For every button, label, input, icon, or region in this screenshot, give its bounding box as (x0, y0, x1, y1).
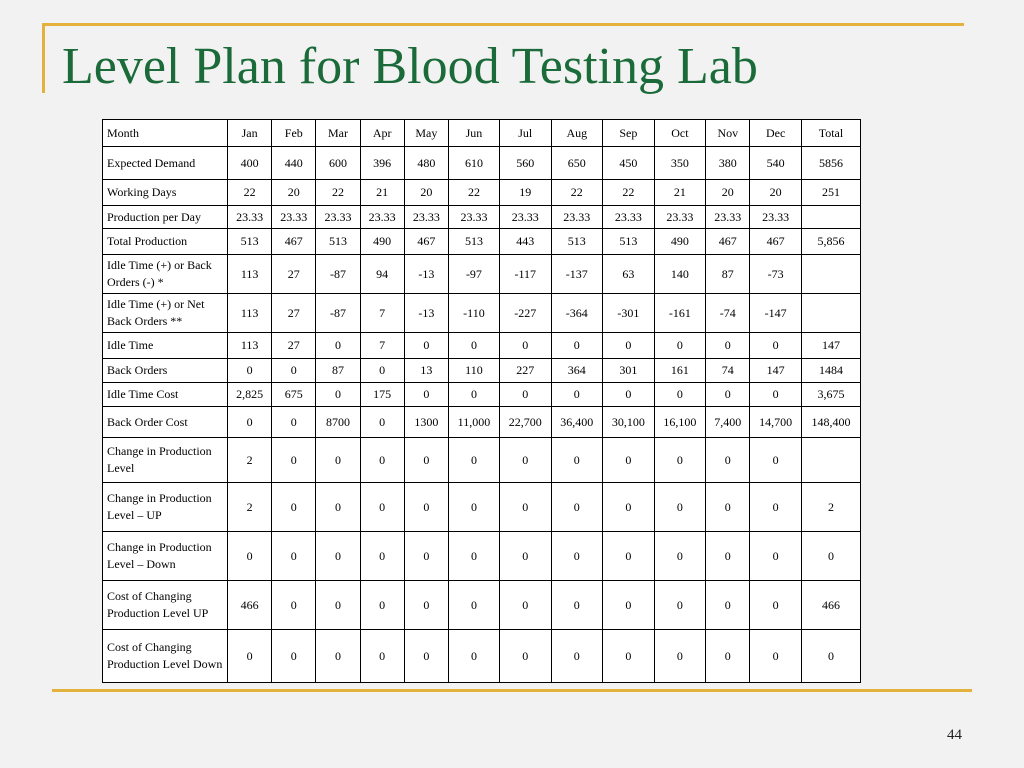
table-cell: 513 (603, 229, 655, 255)
row-label: Change in Production Level – UP (103, 483, 228, 532)
table-cell: 140 (654, 255, 706, 294)
table-cell: 467 (750, 229, 802, 255)
table-cell: 23.33 (448, 206, 499, 229)
table-cell: 0 (360, 581, 404, 630)
table-cell: Mar (316, 120, 360, 147)
table-row (103, 532, 861, 581)
table-cell: 110 (448, 359, 499, 383)
page-number: 44 (947, 727, 962, 743)
table-cell: 0 (499, 581, 551, 630)
table-cell: 23.33 (603, 206, 655, 229)
table-cell: 23.33 (706, 206, 750, 229)
table-cell: 513 (316, 229, 360, 255)
table-cell: May (404, 120, 448, 147)
row-label: Idle Time (+) or Back Orders (-) * (103, 255, 228, 294)
table-cell (801, 206, 860, 229)
table-cell: 467 (404, 229, 448, 255)
table-cell: 23.33 (499, 206, 551, 229)
table-cell: 0 (654, 333, 706, 359)
table-cell: 20 (272, 180, 316, 206)
table-cell: 0 (448, 383, 499, 407)
table-cell: 0 (654, 383, 706, 407)
table-cell: 23.33 (750, 206, 802, 229)
table-cell: 0 (499, 483, 551, 532)
table-cell: 0 (603, 581, 655, 630)
table-cell: 0 (228, 630, 272, 683)
table-cell: 0 (750, 581, 802, 630)
row-label: Cost of Changing Production Level Down (103, 630, 228, 683)
table-cell: 301 (603, 359, 655, 383)
table-cell: 16,100 (654, 407, 706, 438)
table-row (103, 229, 861, 255)
table-cell: 0 (603, 532, 655, 581)
table-cell: 0 (404, 630, 448, 683)
table-cell: 22 (603, 180, 655, 206)
table-cell: 36,400 (551, 407, 603, 438)
table-cell: 0 (448, 438, 499, 483)
table-cell: 490 (360, 229, 404, 255)
table-cell: 0 (448, 532, 499, 581)
table-cell (801, 255, 860, 294)
row-label: Back Orders (103, 359, 228, 383)
table-row (103, 206, 861, 229)
table-cell: 0 (404, 438, 448, 483)
table-cell: 0 (551, 581, 603, 630)
table-cell: 20 (750, 180, 802, 206)
table-cell: -364 (551, 294, 603, 333)
table-row (103, 147, 861, 180)
table-cell: 0 (448, 581, 499, 630)
table-row (103, 581, 861, 630)
table-cell: 467 (272, 229, 316, 255)
table-cell: 2 (228, 438, 272, 483)
table-cell: 0 (603, 383, 655, 407)
table-cell: 350 (654, 147, 706, 180)
row-label: Total Production (103, 229, 228, 255)
table-cell: 5856 (801, 147, 860, 180)
table-cell: 11,000 (448, 407, 499, 438)
table-cell: 0 (750, 438, 802, 483)
table-cell: 113 (228, 255, 272, 294)
table-row (103, 359, 861, 383)
table-cell: 87 (706, 255, 750, 294)
table-cell: 0 (316, 630, 360, 683)
table-cell: 0 (551, 333, 603, 359)
table-cell: 0 (448, 333, 499, 359)
table-cell: 23.33 (404, 206, 448, 229)
table-cell: Nov (706, 120, 750, 147)
table-cell: 0 (654, 532, 706, 581)
table-cell: -87 (316, 255, 360, 294)
table-cell: 74 (706, 359, 750, 383)
table-cell: 540 (750, 147, 802, 180)
table-cell: 0 (272, 581, 316, 630)
table-cell: 0 (360, 438, 404, 483)
table-cell: 21 (654, 180, 706, 206)
table-row (103, 383, 861, 407)
table-cell: 0 (404, 333, 448, 359)
table-cell: Oct (654, 120, 706, 147)
table-cell: 0 (551, 383, 603, 407)
table-cell: 94 (360, 255, 404, 294)
table-cell: 0 (551, 483, 603, 532)
level-plan-table (102, 119, 861, 683)
table-cell: 87 (316, 359, 360, 383)
table-cell: Dec (750, 120, 802, 147)
table-row (103, 333, 861, 359)
table-cell: 0 (272, 532, 316, 581)
table-cell: 490 (654, 229, 706, 255)
table-cell: 364 (551, 359, 603, 383)
table-cell: 0 (706, 333, 750, 359)
table-cell: 63 (603, 255, 655, 294)
table-cell: 0 (603, 483, 655, 532)
table-cell: 148,400 (801, 407, 860, 438)
table-cell: 23.33 (654, 206, 706, 229)
table-cell: 2,825 (228, 383, 272, 407)
table-cell: 22,700 (499, 407, 551, 438)
table-cell: Jul (499, 120, 551, 147)
table-cell: 22 (448, 180, 499, 206)
table-cell: 513 (448, 229, 499, 255)
row-label: Idle Time (+) or Net Back Orders ** (103, 294, 228, 333)
table-cell: 13 (404, 359, 448, 383)
table-cell: 466 (801, 581, 860, 630)
table-cell: 0 (448, 483, 499, 532)
table-cell: 0 (272, 407, 316, 438)
table-cell: 23.33 (228, 206, 272, 229)
table-cell: Jan (228, 120, 272, 147)
table-cell: Apr (360, 120, 404, 147)
table-cell: 14,700 (750, 407, 802, 438)
table-cell: -73 (750, 255, 802, 294)
table-cell: 0 (316, 383, 360, 407)
table-cell: 0 (360, 359, 404, 383)
row-label: Back Order Cost (103, 407, 228, 438)
table-cell: 27 (272, 294, 316, 333)
table-cell: 480 (404, 147, 448, 180)
table-cell: 21 (360, 180, 404, 206)
table-cell: Sep (603, 120, 655, 147)
table-cell: 22 (228, 180, 272, 206)
table-cell: Aug (551, 120, 603, 147)
table-cell: 0 (316, 581, 360, 630)
table-cell: 610 (448, 147, 499, 180)
top-accent-rule (42, 23, 964, 26)
row-label: Cost of Changing Production Level UP (103, 581, 228, 630)
table-cell: 1484 (801, 359, 860, 383)
table-cell: 0 (316, 438, 360, 483)
table-cell: 600 (316, 147, 360, 180)
table-cell: -74 (706, 294, 750, 333)
table-row (103, 255, 861, 294)
table-cell: 7 (360, 333, 404, 359)
table-cell: 0 (654, 630, 706, 683)
table-cell: 0 (654, 483, 706, 532)
table-cell: 0 (499, 383, 551, 407)
table-cell: 1300 (404, 407, 448, 438)
table-cell: Jun (448, 120, 499, 147)
table-cell: 560 (499, 147, 551, 180)
table-cell: 27 (272, 255, 316, 294)
table-cell: 175 (360, 383, 404, 407)
slide-title: Level Plan for Blood Testing Lab (62, 38, 758, 95)
table-cell: 8700 (316, 407, 360, 438)
table-cell: 513 (228, 229, 272, 255)
table-cell: 22 (551, 180, 603, 206)
table-cell: -13 (404, 294, 448, 333)
table-cell: 0 (551, 630, 603, 683)
table-cell: -110 (448, 294, 499, 333)
table-cell: 0 (750, 383, 802, 407)
table-cell: 0 (551, 438, 603, 483)
table-cell: 251 (801, 180, 860, 206)
row-label: Expected Demand (103, 147, 228, 180)
table-cell: 0 (316, 483, 360, 532)
table-cell: 0 (360, 630, 404, 683)
table-row (103, 438, 861, 483)
table-cell: 0 (499, 532, 551, 581)
table-cell: 0 (706, 532, 750, 581)
table-cell: 22 (316, 180, 360, 206)
table-cell: 0 (750, 532, 802, 581)
left-accent-rule (42, 23, 45, 93)
table-cell: 467 (706, 229, 750, 255)
table-cell: 650 (551, 147, 603, 180)
table-cell: 443 (499, 229, 551, 255)
level-plan-table-body (103, 120, 861, 683)
table-cell: 0 (448, 630, 499, 683)
table-cell: 400 (228, 147, 272, 180)
table-cell: 0 (706, 438, 750, 483)
table-row (103, 407, 861, 438)
table-cell: 0 (706, 581, 750, 630)
table-cell: 23.33 (316, 206, 360, 229)
table-cell: 2 (228, 483, 272, 532)
row-label: Production per Day (103, 206, 228, 229)
table-cell: 0 (603, 630, 655, 683)
table-cell: 0 (404, 532, 448, 581)
table-cell: 113 (228, 333, 272, 359)
table-cell: 450 (603, 147, 655, 180)
table-cell: 5,856 (801, 229, 860, 255)
table-cell: 0 (272, 438, 316, 483)
table-cell: 0 (706, 483, 750, 532)
table-cell: Feb (272, 120, 316, 147)
table-cell: 0 (750, 630, 802, 683)
table-cell: 147 (750, 359, 802, 383)
table-cell (801, 294, 860, 333)
table-cell: -13 (404, 255, 448, 294)
table-cell: 3,675 (801, 383, 860, 407)
table-cell: 0 (801, 532, 860, 581)
table-cell: 0 (603, 333, 655, 359)
table-cell: -147 (750, 294, 802, 333)
table-cell: -97 (448, 255, 499, 294)
table-cell: 0 (404, 483, 448, 532)
table-row (103, 120, 861, 147)
table-cell: -161 (654, 294, 706, 333)
table-cell: 23.33 (272, 206, 316, 229)
table-cell: 440 (272, 147, 316, 180)
table-cell: 113 (228, 294, 272, 333)
table-cell: 0 (316, 532, 360, 581)
table-cell: 396 (360, 147, 404, 180)
row-label: Month (103, 120, 228, 147)
table-cell: 0 (228, 407, 272, 438)
table-cell: 0 (750, 483, 802, 532)
table-cell: 0 (801, 630, 860, 683)
table-cell: 0 (272, 630, 316, 683)
table-cell: 0 (404, 383, 448, 407)
table-cell: -137 (551, 255, 603, 294)
table-cell: 0 (654, 581, 706, 630)
table-cell: 0 (360, 532, 404, 581)
table-row (103, 294, 861, 333)
table-cell: 0 (499, 630, 551, 683)
table-cell: 0 (360, 407, 404, 438)
row-label: Change in Production Level – Down (103, 532, 228, 581)
table-cell: 0 (360, 483, 404, 532)
table-cell: 0 (499, 438, 551, 483)
table-cell: 7 (360, 294, 404, 333)
table-row (103, 483, 861, 532)
table-cell: 7,400 (706, 407, 750, 438)
table-row (103, 630, 861, 683)
table-cell: 0 (316, 333, 360, 359)
table-cell: 466 (228, 581, 272, 630)
table-cell: 23.33 (551, 206, 603, 229)
table-cell: -301 (603, 294, 655, 333)
table-cell: 227 (499, 359, 551, 383)
table-cell: 0 (272, 483, 316, 532)
table-cell: -117 (499, 255, 551, 294)
table-cell: 0 (499, 333, 551, 359)
table-cell: 0 (228, 359, 272, 383)
row-label: Idle Time Cost (103, 383, 228, 407)
row-label: Idle Time (103, 333, 228, 359)
table-cell: 23.33 (360, 206, 404, 229)
table-cell: 380 (706, 147, 750, 180)
table-cell: 0 (750, 333, 802, 359)
table-cell: 675 (272, 383, 316, 407)
table-cell: 147 (801, 333, 860, 359)
table-cell: Total (801, 120, 860, 147)
table-cell: 0 (272, 359, 316, 383)
table-cell: 0 (706, 630, 750, 683)
table-cell (801, 438, 860, 483)
row-label: Working Days (103, 180, 228, 206)
table-cell: -87 (316, 294, 360, 333)
table-cell: 30,100 (603, 407, 655, 438)
table-cell: 0 (654, 438, 706, 483)
table-cell: 20 (404, 180, 448, 206)
table-cell: 513 (551, 229, 603, 255)
table-cell: 161 (654, 359, 706, 383)
table-cell: -227 (499, 294, 551, 333)
bottom-accent-rule (52, 689, 972, 692)
table-cell: 27 (272, 333, 316, 359)
table-cell: 0 (603, 438, 655, 483)
table-cell: 19 (499, 180, 551, 206)
row-label: Change in Production Level (103, 438, 228, 483)
table-row (103, 180, 861, 206)
table-cell: 20 (706, 180, 750, 206)
table-cell: 0 (404, 581, 448, 630)
table-cell: 2 (801, 483, 860, 532)
table-cell: 0 (228, 532, 272, 581)
table-cell: 0 (706, 383, 750, 407)
table-cell: 0 (551, 532, 603, 581)
